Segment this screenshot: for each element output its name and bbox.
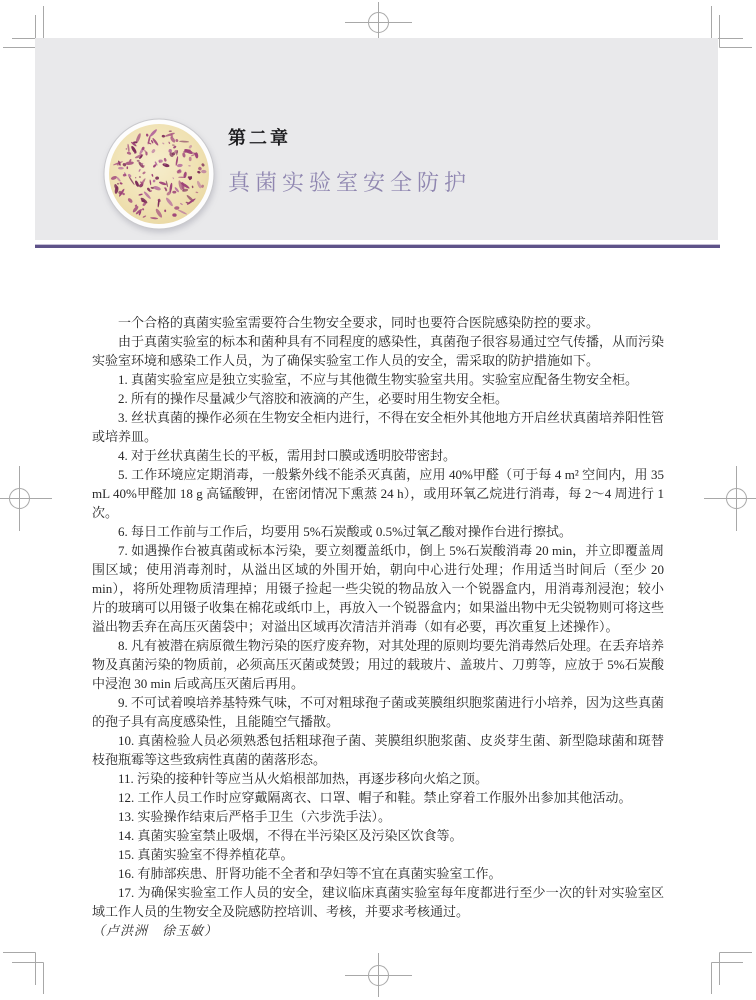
body-paragraph: 11. 污染的接种针等应当从火焰根部加热，再逐步移向火焰之顶。 <box>118 771 489 786</box>
body-paragraph: 由于真菌实验室的标本和菌种具有不同程度的感染性，真菌孢子很容易通过空气传播，从而污染实验室环境和感染工作人员，为了确保实验室工作人员的安全，需采取的防护措施如下。 <box>92 334 665 368</box>
body-text-block <box>92 313 664 940</box>
body-paragraph: 2. 所有的操作尽量减少气溶胶和液滴的产生，必要时用生物安全柜。 <box>118 391 509 406</box>
body-paragraph: 15. 真菌实验室不得养植花草。 <box>118 847 294 862</box>
body-paragraph: 12. 工作人员工作时应穿戴隔离衣、口罩、帽子和鞋。禁止穿着工作服外出参加其他活动。 <box>118 790 632 805</box>
body-paragraph: 6. 每日工作前与工作后，均要用 5%石炭酸或 0.5%过氧乙酸对操作台进行擦拭。 <box>118 524 572 539</box>
body-paragraph: 一个合格的真菌实验室需要符合生物安全要求，同时也要符合医院感染防控的要求。 <box>118 315 600 330</box>
body-paragraph: 1. 真菌实验室应是独立实验室，不应与其他微生物实验室共用。实验室应配备生物安全柜。 <box>118 372 639 387</box>
body-paragraph: 8. 凡有被潜在病原微生物污染的医疗废弃物，对其处理的原则均要先消毒然后处理。在丢弃培养物及真菌污染的物质前，必须高压灭菌或焚毁；用过的载玻片、盖玻片、刀剪等，应放于 5%石炭酸中浸泡 30 min 后或高压灭菌后再用。 <box>92 638 665 691</box>
body-paragraph: 14. 真菌实验室禁止吸烟，不得在半污染区及污染区饮食等。 <box>118 828 463 843</box>
body-paragraph: 17. 为确保实验室工作人员的安全，建议临床真菌实验室每年度都进行至少一次的针对实验室区域工作人员的生物安全及院感防控培训、考核，并要求考核通过。 <box>92 885 664 919</box>
chapter-title: 真菌实验室安全防护 <box>228 170 472 195</box>
body-paragraph: 9. 不可试着嗅培养基特殊气味，不可对粗球孢子菌或荚膜组织胞浆菌进行小培养，因为这些真菌的孢子具有高度感染性，且能随空气播散。 <box>92 695 665 729</box>
body-paragraph: 5. 工作环境应定期消毒，一般紫外线不能杀灭真菌，应用 40%甲醛（可于每 4 m² 空间内，用 35 mL 40%甲醛加 18 g 高锰酸钾，在密闭情况下熏蒸 24 h），或用环氧乙烷进行消毒，每 2～4 周进行 1 次。 <box>92 467 664 520</box>
body-paragraph: 13. 实验操作结束后严格手卫生（六步洗手法）。 <box>118 809 392 824</box>
body-paragraph: 4. 对于丝状真菌生长的平板，需用封口膜或透明胶带密封。 <box>118 448 457 463</box>
chapter-header <box>35 38 718 240</box>
header-divider-rule <box>35 244 720 248</box>
fungal-micrograph-image <box>103 118 215 230</box>
body-paragraph: 10. 真菌检验人员必须熟悉包括粗球孢子菌、荚膜组织胞浆菌、皮炎芽生菌、新型隐球菌和斑替枝孢瓶霉等这些致病性真菌的菌落形态。 <box>92 733 664 767</box>
chapter-number: 第二章 <box>228 128 291 148</box>
rule-main <box>35 245 720 248</box>
body-paragraph: 3. 丝状真菌的操作必须在生物安全柜内进行，不得在安全柜外其他地方开启丝状真菌培养阳性管或培养皿。 <box>92 410 665 444</box>
body-paragraph: 7. 如遇操作台被真菌或标本污染，要立刻覆盖纸巾，倒上 5%石炭酸消毒 20 min，并立即覆盖周围区域；使用消毒剂时，从溢出区域的外围开始，朝向中心进行处理；作用适当时间后（至少 20 min），将所处理物质清理掉；用镊子捡起一些尖锐的物品放入一个锐器盒内，用消毒剂浸泡；较小片的玻璃可以用镊子收集在棉花或纸巾上，再放入一个锐器盒内；如果溢出物中无尖锐物则可将这些溢出物丢弃在高压灭菌袋中；对溢出区域再次清洁并消毒（如有必要，再次重复上述操作）。 <box>92 543 665 634</box>
author-attribution: （卢洪洲 徐玉敏） <box>92 923 219 938</box>
body-paragraph: 16. 有肺部疾患、肝肾功能不全者和孕妇等不宜在真菌实验室工作。 <box>118 866 502 881</box>
